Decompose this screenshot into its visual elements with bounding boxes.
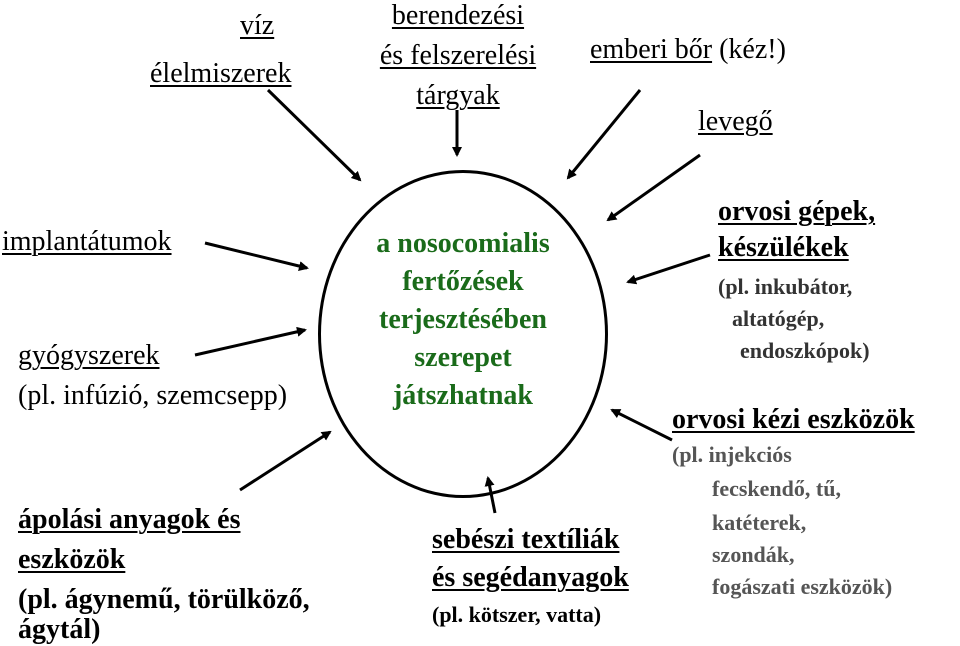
label-viz: víz — [240, 10, 275, 41]
label-apolasi-detail-1: (pl. ágynemű, törülköző, — [18, 584, 310, 615]
label-apolasi-detail-2: ágytál) — [18, 614, 101, 645]
arrow-viz — [268, 90, 360, 180]
center-line: terjesztésében — [379, 304, 547, 335]
arrow-orvosi-kezi — [612, 410, 672, 440]
label-gyogyszerek-detail: (pl. infúzió, szemcsepp) — [18, 380, 288, 411]
label-orvosi-kezi: orvosi kézi eszközök — [672, 404, 915, 435]
label-sebeszi-1: sebészi textíliák — [432, 524, 620, 555]
label-orvosi-kezi-detail-1: (pl. injekciós — [672, 442, 792, 467]
label-implantatumok: implantátumok — [2, 226, 172, 257]
label-berendezesi-1: berendezési — [391, 0, 525, 31]
label-orvosi-gepek-detail-2: altatógép, — [732, 306, 825, 331]
arrow-emberi-bor — [568, 90, 640, 178]
label-orvosi-kezi-detail-3: katéterek, — [712, 510, 807, 535]
label-orvosi-kezi-detail-5: fogászati eszközök) — [712, 574, 893, 599]
label-sebeszi-2: és segédanyagok — [432, 562, 629, 593]
center-line: fertőzések — [402, 266, 524, 297]
label-berendezesi-3: tárgyak — [416, 80, 500, 111]
label-apolasi-2: eszközök — [18, 544, 126, 575]
label-emberi-bor-suffix: (kéz!) — [712, 34, 786, 65]
label-sebeszi-detail: (pl. kötszer, vatta) — [432, 602, 602, 627]
label-orvosi-gepek-detail-1: (pl. inkubátor, — [718, 274, 853, 299]
arrow-gyogyszerek — [195, 330, 305, 355]
label-apolasi-1: ápolási anyagok és — [18, 504, 241, 535]
label-gyogyszerek: gyógyszerek — [18, 340, 160, 371]
label-emberi-bor — [590, 34, 786, 66]
arrow-implantatumok — [205, 243, 307, 268]
label-orvosi-gepek-detail-3: endoszkópok) — [740, 338, 870, 363]
arrow-levego — [608, 155, 700, 220]
label-orvosi-kezi-detail-4: szondák, — [712, 542, 795, 567]
arrow-apolasi — [240, 432, 330, 490]
center-line: játszhatnak — [392, 380, 533, 411]
label-elelmiszerek: élelmiszerek — [150, 58, 292, 89]
label-emberi-bor-main: emberi bőr — [590, 34, 713, 65]
arrow-orvosi-gepek — [628, 255, 710, 282]
label-orvosi-gepek-2: készülékek — [718, 232, 849, 263]
label-orvosi-gepek-1: orvosi gépek, — [718, 196, 876, 227]
label-orvosi-kezi-detail-2: fecskendő, tű, — [712, 476, 841, 501]
center-text — [318, 225, 608, 415]
center-line: a nosocomialis — [376, 228, 550, 259]
label-berendezesi-2: és felszerelési — [379, 40, 537, 71]
label-levego: levegő — [698, 106, 773, 137]
center-line: szerepet — [414, 342, 512, 373]
